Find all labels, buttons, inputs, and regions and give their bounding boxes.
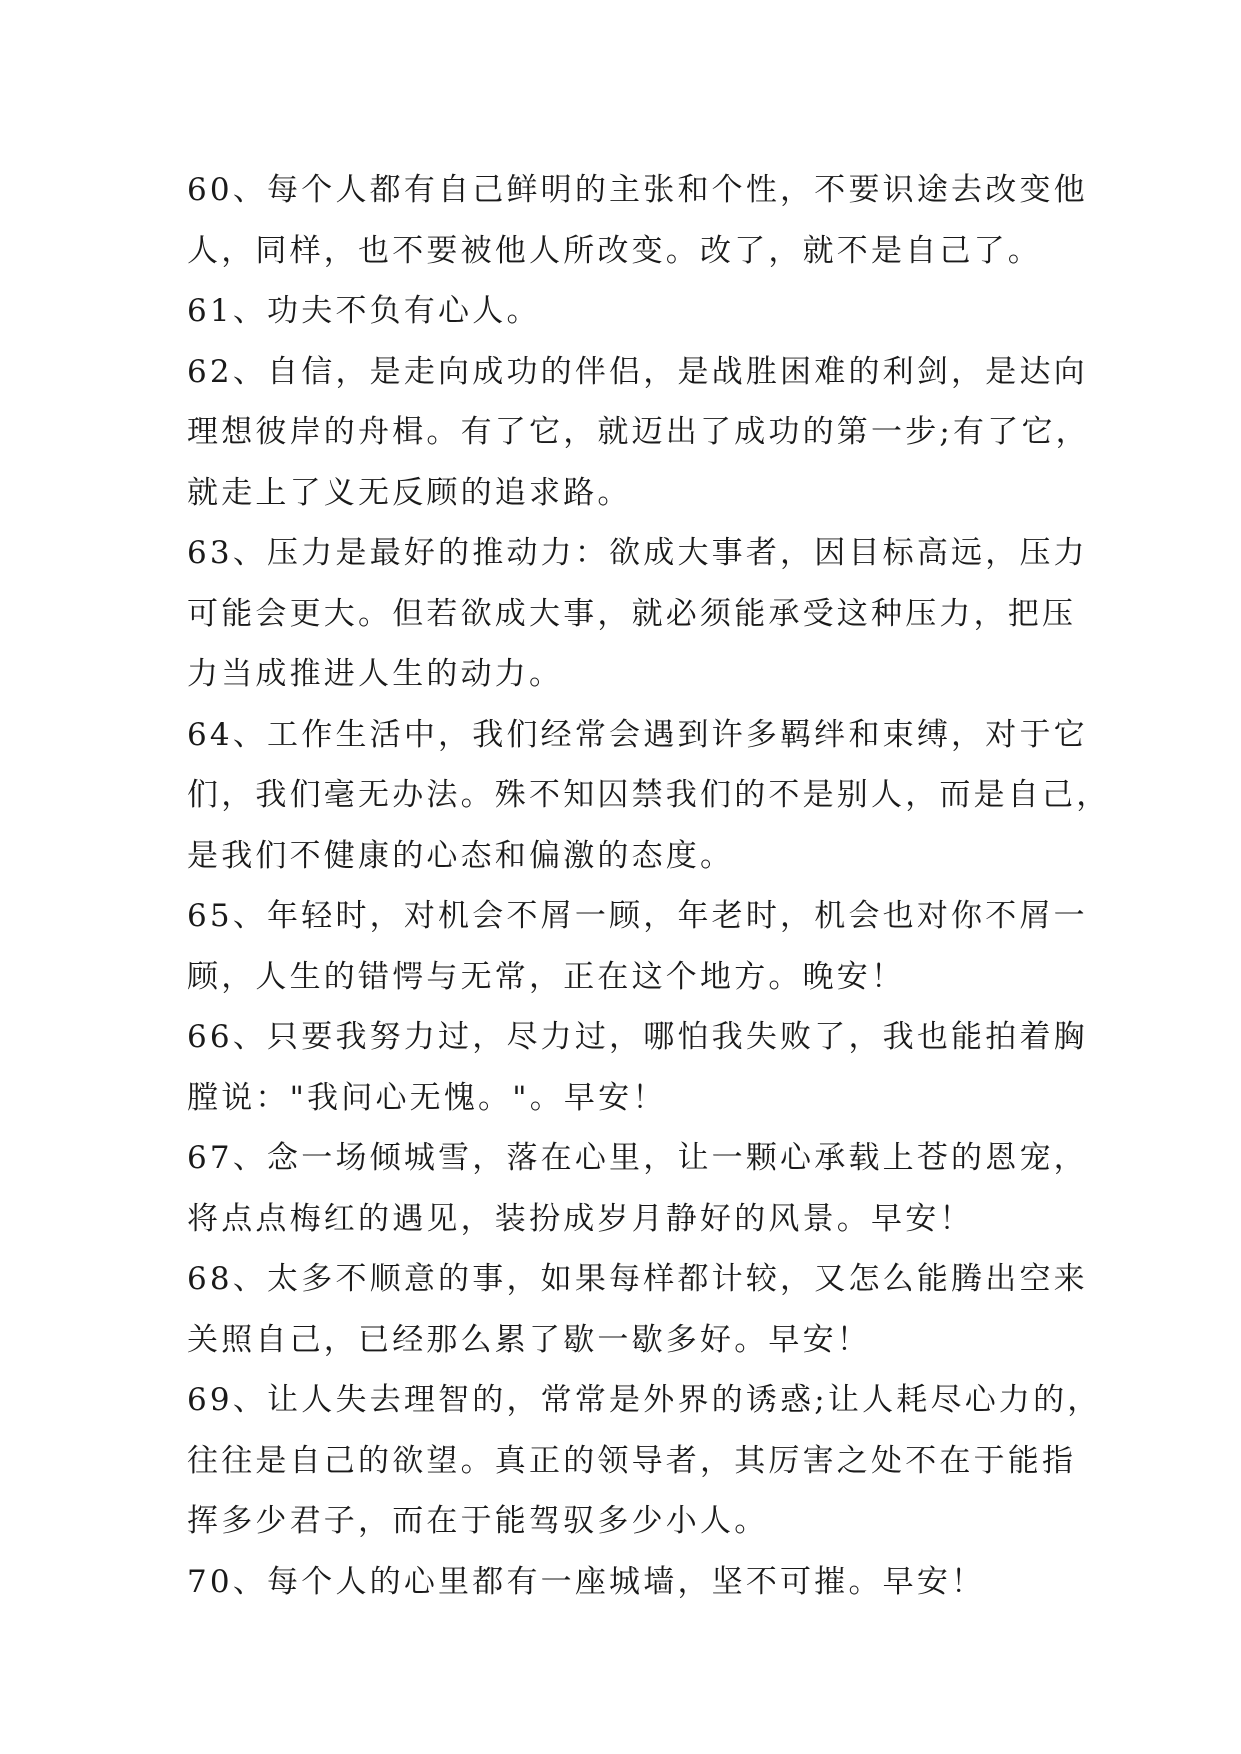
- text-line: 可能会更大。但若欲成大事，就必须能承受这种压力，把压: [187, 595, 1077, 632]
- text-line: 是我们不健康的心态和偏激的态度。: [187, 837, 735, 874]
- text-line: 67、念一场倾城雪，落在心里，让一颗心承载上苍的恩宠，: [187, 1140, 1088, 1176]
- text-line: 60、每个人都有自己鲜明的主张和个性，不要识途去改变他: [187, 172, 1088, 208]
- text-line: 往往是自己的欲望。真正的领导者，其厉害之处不在于能指: [187, 1442, 1077, 1479]
- text-line: 顾，人生的错愕与无常，正在这个地方。晚安！: [187, 958, 906, 995]
- text-line: 理想彼岸的舟楫。有了它，就迈出了成功的第一步;有了它，: [187, 414, 1090, 450]
- text-line: 人，同样，也不要被他人所改变。改了，就不是自己了。: [187, 232, 1042, 269]
- text-line: 63、压力是最好的推动力：欲成大事者，因目标高远，压力: [187, 535, 1088, 571]
- text-line: 69、让人失去理智的，常常是外界的诱惑;让人耗尽心力的，: [187, 1382, 1102, 1418]
- text-line: 64、工作生活中，我们经常会遇到许多羁绊和束缚，对于它: [187, 716, 1088, 753]
- text-line: 挥多少君子，而在于能驾驭多少小人。: [187, 1503, 769, 1539]
- text-line: 62、自信，是走向成功的伴侣，是战胜困难的利剑，是达向: [187, 353, 1088, 390]
- text-line: 68、太多不顺意的事，如果每样都计较，又怎么能腾出空来: [187, 1261, 1088, 1297]
- text-line: 61、功夫不负有心人。: [187, 293, 541, 329]
- text-line: 关照自己，已经那么累了歇一歇多好。早安！: [187, 1321, 871, 1358]
- text-line: 力当成推进人生的动力。: [187, 656, 564, 692]
- text-line: 膛说："我问心无愧。"。早安！: [187, 1079, 667, 1116]
- text-line: 就走上了义无反顾的追求路。: [187, 474, 632, 511]
- text-line: 66、只要我努力过，尽力过，哪怕我失败了，我也能拍着胸: [187, 1019, 1088, 1055]
- text-line: 们，我们毫无办法。殊不知囚禁我们的不是别人，而是自己，: [187, 777, 1111, 813]
- text-line: 65、年轻时，对机会不屑一顾，年老时，机会也对你不屑一: [187, 898, 1088, 934]
- document-body: [187, 160, 1111, 1612]
- text-line: 70、每个人的心里都有一座城墙，坚不可摧。早安！: [187, 1563, 986, 1600]
- text-line: 将点点梅红的遇见，装扮成岁月静好的风景。早安！: [187, 1200, 974, 1237]
